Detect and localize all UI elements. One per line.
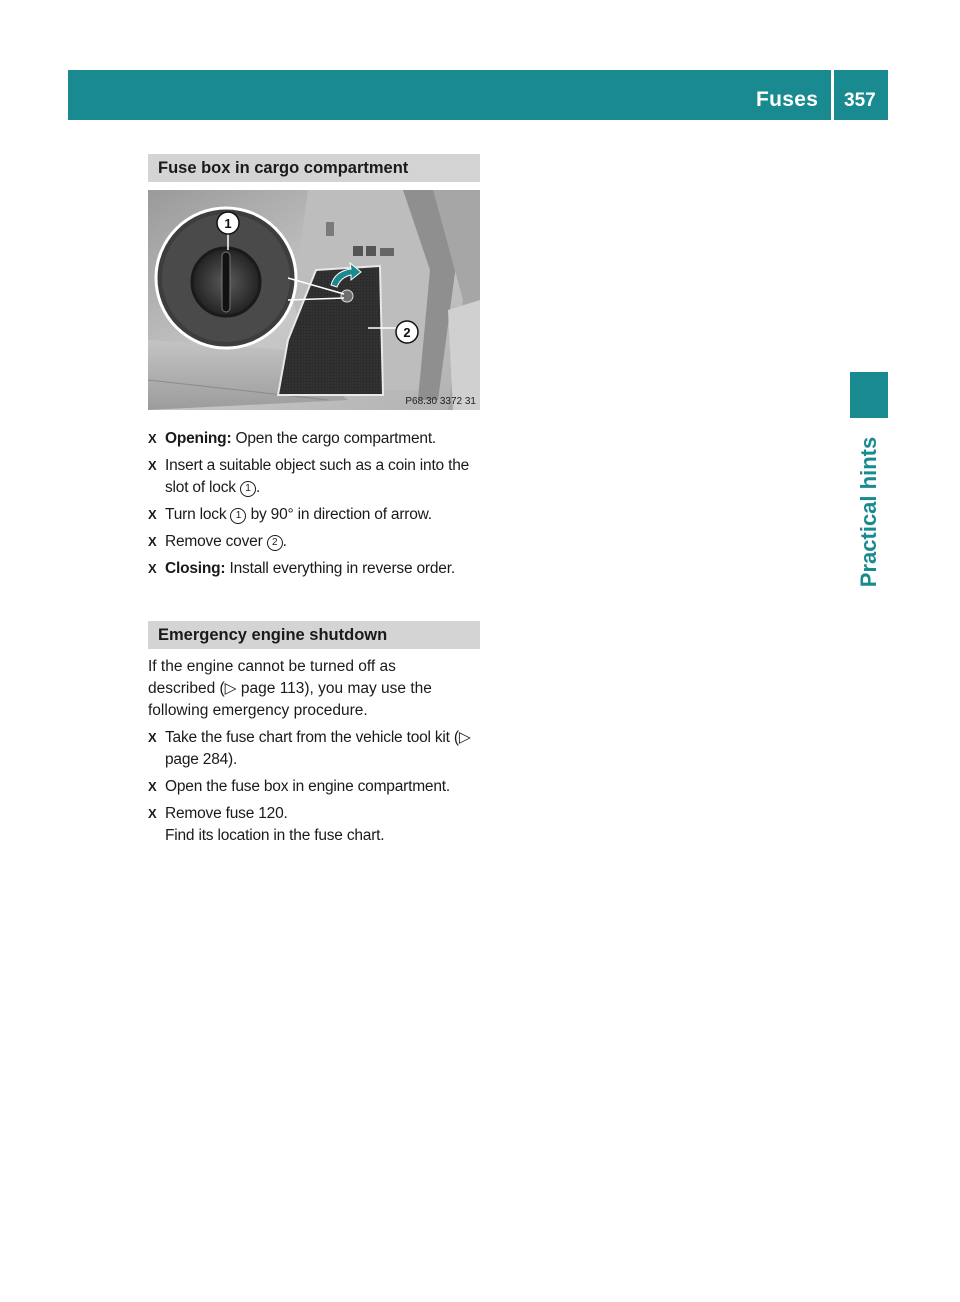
step-insert-coin [148, 455, 483, 499]
intro-line: following emergency procedure. [148, 702, 368, 719]
step-marker-icon: X [148, 806, 157, 821]
step-take-fuse-chart [148, 727, 483, 771]
step-turn-lock [148, 504, 483, 526]
step-text-end: by 90° in direction of arrow. [246, 506, 432, 523]
step-text-end: . [255, 479, 261, 496]
fuse-box-figure [148, 190, 480, 410]
side-tab-marker [850, 372, 888, 418]
cargo-compartment-illustration [148, 190, 480, 410]
step-open-fuse-box [148, 776, 483, 798]
step-remove-cover [148, 531, 483, 553]
step-note: Find its location in the fuse chart. [165, 827, 385, 844]
step-opening [148, 428, 483, 450]
step-remove-fuse [148, 803, 483, 847]
step-label: Opening: [165, 430, 232, 447]
ref-callout-2: 2 [267, 535, 283, 551]
cover-lock-icon [341, 290, 353, 302]
side-tab-label: Practical hints [856, 436, 881, 588]
ref-callout-1: 1 [240, 481, 256, 497]
step-text: Install everything in reverse order. [225, 560, 455, 577]
emergency-intro [148, 656, 478, 722]
step-text-end: . [282, 533, 287, 550]
step-marker-icon: X [148, 779, 157, 794]
step-text: Remove cover [165, 533, 267, 550]
header-divider [831, 70, 834, 120]
step-marker-icon: X [148, 730, 157, 745]
step-marker-icon: X [148, 507, 157, 522]
step-marker-icon: X [148, 458, 157, 473]
callout-1-label: 1 [224, 216, 232, 231]
step-closing [148, 558, 483, 580]
step-marker-icon: X [148, 534, 157, 549]
figure-code: P68.30 3372 31 [405, 396, 476, 407]
header-section-title: Fuses [756, 88, 819, 111]
emergency-steps-list [148, 727, 483, 852]
ref-callout-1: 1 [230, 508, 246, 524]
step-text: Take the fuse chart from the vehicle tool kit (▷ page 284). [165, 729, 471, 768]
step-text: Turn lock [165, 506, 231, 523]
step-text: Insert a suitable object such as a coin into the slot of lock [165, 457, 470, 496]
page-number: 357 [844, 90, 876, 111]
step-text: Remove fuse 120. [165, 805, 288, 822]
step-label: Closing: [165, 560, 226, 577]
section-heading-emergency-shutdown: Emergency engine shutdown [148, 621, 480, 649]
step-marker-icon: X [148, 561, 157, 576]
step-text: Open the fuse box in engine compartment. [165, 778, 450, 795]
callout-2-label: 2 [403, 325, 411, 340]
intro-line: described (▷ page 113), you may use the [148, 680, 432, 697]
step-text: Open the cargo compartment. [231, 430, 437, 447]
cargo-steps-list [148, 428, 483, 585]
intro-line: If the engine cannot be turned off as [148, 658, 396, 675]
section-heading-fuse-box: Fuse box in cargo compartment [148, 154, 480, 182]
step-marker-icon: X [148, 431, 157, 446]
